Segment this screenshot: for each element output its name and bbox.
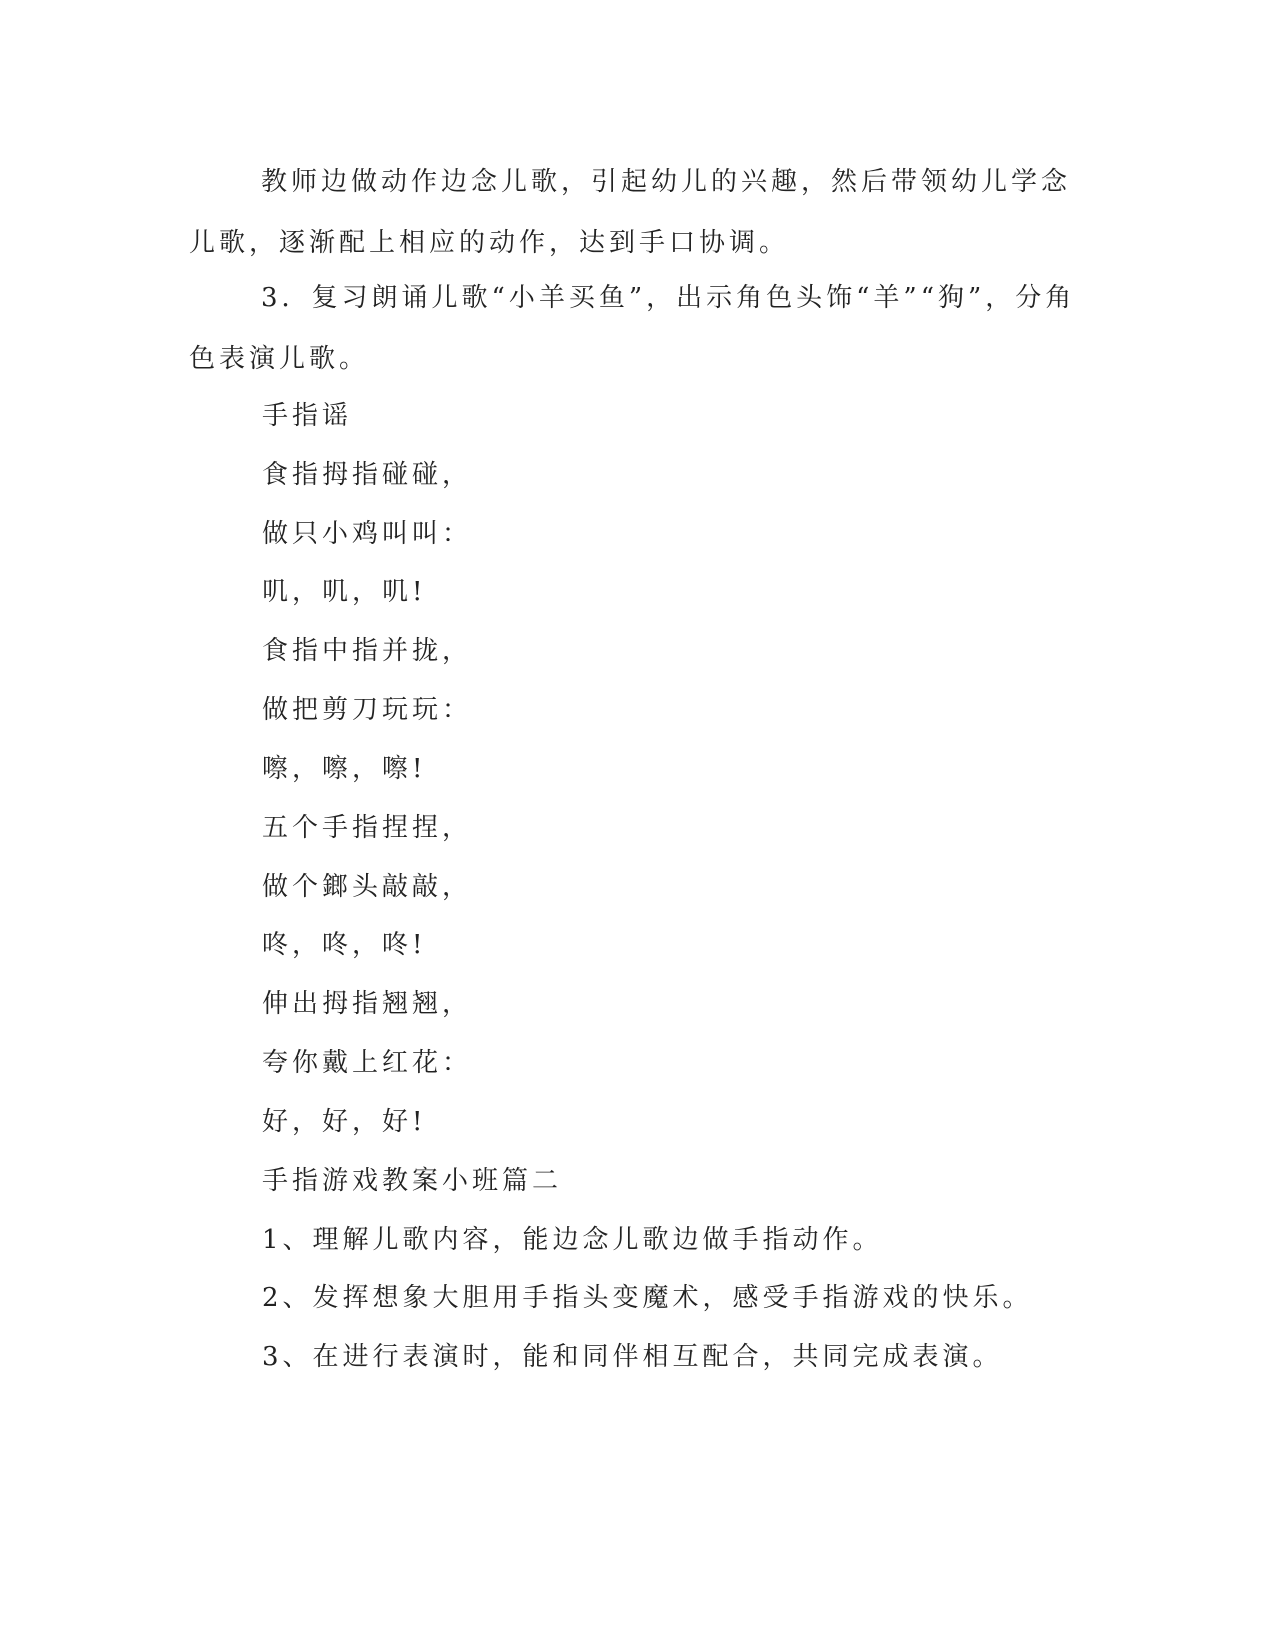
- objective-item: 3、在进行表演时，能和同伴相互配合，共同完成表演。: [262, 1342, 1003, 1372]
- poem-line: 五个手指捏捏，: [262, 813, 473, 843]
- poem-line: 夸你戴上红花：: [262, 1048, 473, 1078]
- objective-item: 1、理解儿歌内容，能边念儿歌边做手指动作。: [262, 1225, 883, 1255]
- poem-line: 嚓，嚓，嚓!: [262, 754, 427, 784]
- objective-item: 2、发挥想象大胆用手指头变魔术，感受手指游戏的快乐。: [262, 1283, 1033, 1313]
- poem-line: 做只小鸡叫叫：: [262, 519, 473, 549]
- section-heading: 手指游戏教案小班篇二: [262, 1166, 563, 1196]
- poem-line: 食指拇指碰碰，: [262, 460, 473, 490]
- poem-line: 叽，叽，叽!: [262, 577, 427, 607]
- poem-line: 做个鎯头敲敲，: [262, 872, 473, 902]
- poem-line: 咚，咚，咚!: [262, 930, 427, 960]
- paragraph-review: 3．复习朗诵儿歌“小羊买鱼”，出示角色头饰“羊”“狗”，分角色表演儿歌。: [189, 283, 1076, 374]
- paragraph-intro: 教师边做动作边念儿歌，引起幼儿的兴趣，然后带领幼儿学念儿歌，逐渐配上相应的动作，达到手口协调。: [189, 167, 1072, 258]
- poem-line: 食指中指并拢，: [262, 636, 473, 666]
- poem-line: 伸出拇指翘翘，: [262, 989, 473, 1019]
- poem-title: 手指谣: [262, 401, 353, 431]
- poem-line: 好，好，好!: [262, 1107, 427, 1137]
- poem-line: 做把剪刀玩玩：: [262, 695, 473, 725]
